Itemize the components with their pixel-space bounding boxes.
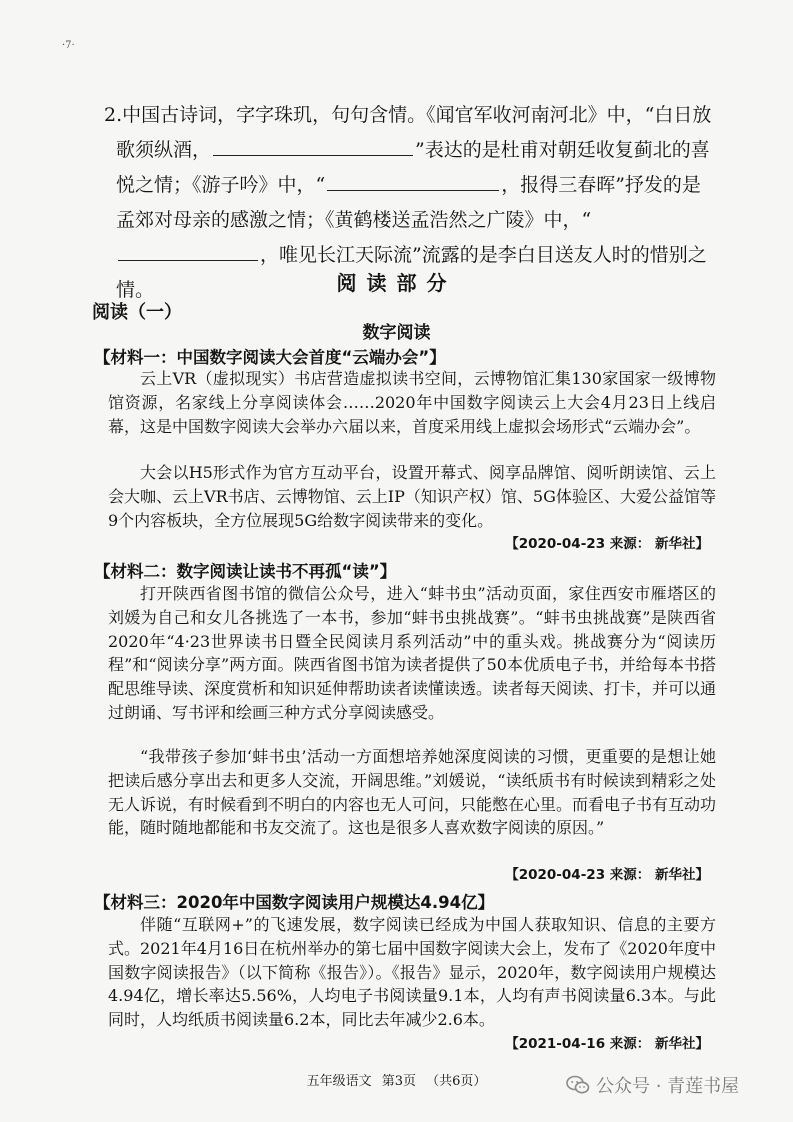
watermark-text: 公众号 · 青莲书屋 xyxy=(596,1076,740,1097)
question-text-c: ，报得三春晖”抒发的是孟郊对母亲的感激之情；《黄鹤楼送孟浩然之广陵》中，“ xyxy=(116,174,701,231)
watermark xyxy=(566,1072,739,1098)
page-footer: 五年级语文 第3页 （共6页） xyxy=(306,1074,487,1089)
material-2-source: 【2020-04-23 来源： 新华社】 xyxy=(505,867,709,883)
question-text-b: ”表达的是杜甫对朝廷收复蓟北的喜悦之情；《游子吟》中，“ xyxy=(116,139,710,196)
material-3-source: 【2021-04-16 来源： 新华社】 xyxy=(505,1036,709,1052)
answer-blank-2[interactable] xyxy=(327,168,499,191)
question-text-a: 中国古诗词，字字珠玑，句句含情。《闻官军收河南河北》中，“白日放歌须纵酒， xyxy=(116,104,712,161)
material-1-source: 【2020-04-23 来源： 新华社】 xyxy=(505,536,709,552)
section-title: 阅读部分 xyxy=(336,271,457,295)
material-2-heading: 【材料二：数字阅读让读书不再孤“读”】 xyxy=(94,562,397,581)
material-1-heading: 【材料一：中国数字阅读大会首度“云端办会”】 xyxy=(94,348,446,367)
corner-mark: ·7· xyxy=(62,40,75,51)
question-text-d: ，唯见长江天际流”流露的是李白目送友人时的惜别之情。 xyxy=(116,244,707,301)
question-number: 2. xyxy=(104,104,123,126)
material-2-paragraph-2: “我带孩子参加‘蚌书虫’活动一方面想培养她深度阅读的习惯，更重要的是想让她把读后感分享出去和更多人交流，开阔思维。”刘媛说，“读纸质书有时候读到精彩之处无人诉说，有时候看到不明白的内容也无人可问，只能憋在心里。而看电子书有互动功能，随时随地都能和书友交流了。这也是很多人喜欢数字阅读的原因。” xyxy=(108,747,717,838)
reading-label: 阅读（一） xyxy=(92,302,182,323)
answer-blank-1[interactable] xyxy=(213,133,413,156)
material-3-paragraph-1: 伴随“互联网+”的飞速发展，数字阅读已经成为中国人获取知识、信息的主要方式。2021年4月16日在杭州举办的第七届中国数字阅读大会上，发布了《2020年度中国数字阅读报告》（以下简称《报告》）。《报告》显示，2020年，数字阅读用户规模达4.94亿，增长率达5.56%，人均电子书阅读量9.1本，人均有声书阅读量6.3本。与此同时，人均纸质书阅读量6.2本，同比去年减少2.6本。 xyxy=(108,915,716,1030)
material-2-paragraph-1: 打开陕西省图书馆的微信公众号，进入“蚌书虫”活动页面，家住西安市雁塔区的刘媛为自己和女儿各挑选了一本书，参加“蚌书虫挑战赛”。“蚌书虫挑战赛”是陕西省2020年“4·23世界读书日暨全民阅读月系列活动”中的重头戏。挑战赛分为“阅读历程”和“阅读分享”两方面。陕西省图书馆为读者提供了50本优质电子书，并给每本书搭配思维导读、深度赏析和知识延伸帮助读者读懂读透。读者每天阅读、打卡，并可以通过朗诵、写书评和绘画三种方式分享阅读感受。 xyxy=(108,584,717,722)
wechat-icon xyxy=(566,1075,590,1095)
answer-blank-3[interactable] xyxy=(118,238,258,261)
material-3-heading: 【材料三：2020年中国数字阅读用户规模达4.94亿】 xyxy=(94,893,495,912)
material-1-paragraph-2: 大会以H5形式作为官方互动平台，设置开幕式、阅享品牌馆、阅听朗读馆、云上会大咖、云上VR书店、云博物馆、云上IP（知识产权）馆、5G体验区、大爱公益馆等9个内容板块，全方位展现5G给数字阅读带来的变化。 xyxy=(108,463,716,530)
article-title: 数字阅读 xyxy=(362,323,431,343)
material-1-paragraph-1: 云上VR（虚拟现实）书店营造虚拟读书空间，云博物馆汇集130家国家一级博物馆资源，名家线上分享阅读体会……2020年中国数字阅读云上大会4月23日上线启幕，这是中国数字阅读大会举办六届以来，首度采用线上虚拟会场形式“云端办会”。 xyxy=(108,369,716,436)
